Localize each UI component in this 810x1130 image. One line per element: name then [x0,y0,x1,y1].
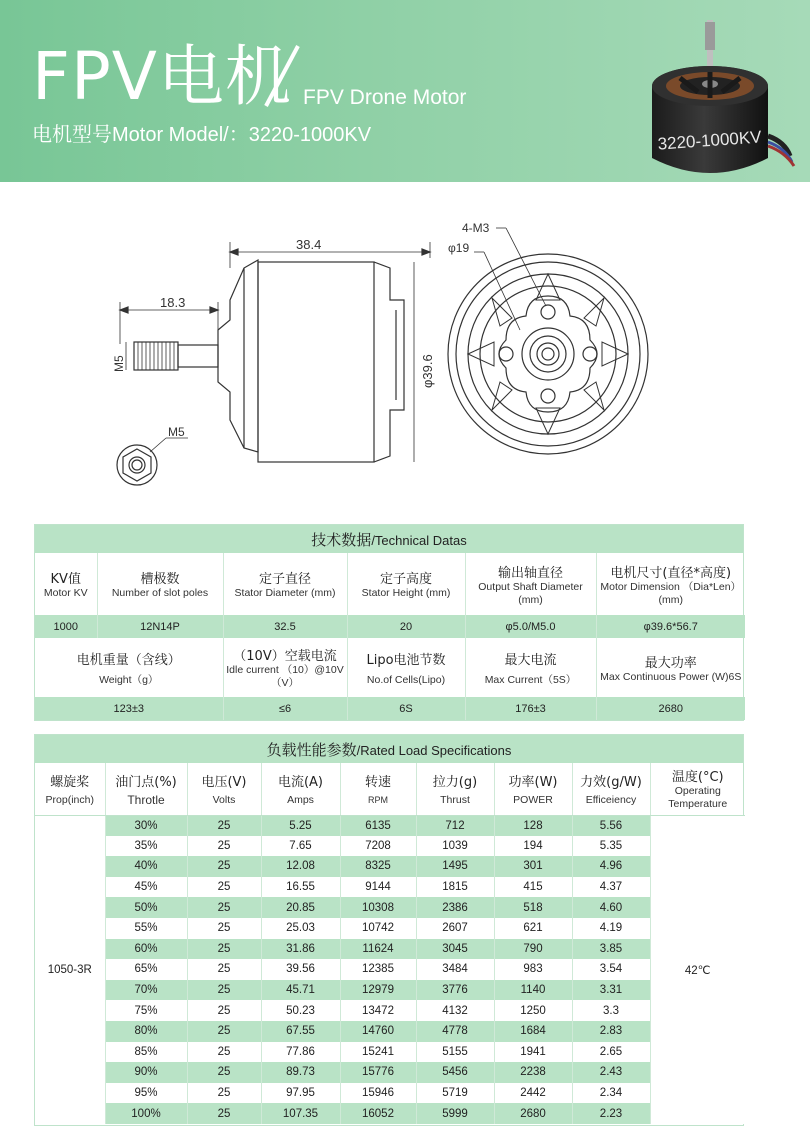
table-cell: 55% [105,918,187,939]
table-cell: 2.65 [599,1045,623,1058]
table-cell: 3.85 [572,939,650,960]
tech-header-row-1 [35,553,745,615]
table-cell: 100% [105,1103,187,1124]
table-cell: 20.85 [261,897,340,918]
table-cell: 12979 [340,980,416,1001]
table-row [35,836,745,857]
technical-data-title [35,525,743,553]
tech-header-cell: 最大功率 Max Continuous Power (W)6S [600,655,742,683]
load-header-cell: 转速 RPM [340,763,416,815]
table-row [35,897,745,918]
table-cell: 1250 [494,1000,572,1021]
table-cell: 25 [187,815,261,836]
technical-drawing [0,195,810,515]
table-cell: 50% [105,897,187,918]
tech-header-cell: 输出轴直径 Output Shaft Diameter (mm) [465,553,596,615]
table-cell: 45.71 [261,980,340,1001]
tech-header-cell: 定子高度 Stator Height (mm) [347,553,465,615]
table-row [35,980,745,1001]
table-cell: 983 [494,959,572,980]
dim-holes-label: 4-M3 [462,221,490,235]
motor-model-line: 电机型号Motor Model/：3220-1000KV [32,124,372,146]
motor-photo-label: 3220-1000KV [657,127,763,154]
tech-header-cell: 电机重量（含线） Weight（g） [35,638,223,697]
table-cell: 2238 [494,1062,572,1083]
tech-header-cell: 电机尺寸(直径*高度) Motor Dimension （Dia*Len）(mm) [600,565,742,606]
table-cell: 3.54 [599,963,623,976]
table-cell: 31.86 [261,939,340,960]
table-cell: 5719 [416,1083,494,1104]
table-cell: 4.96 [572,856,650,877]
dim-length-label: 38.4 [296,237,322,252]
tech-header-cell: KV值 Motor KV [35,553,97,615]
side-view [112,237,435,485]
table-cell: 1941 [494,1042,572,1063]
table-cell: 7.65 [261,836,340,857]
page-title: FPV电机 [32,38,292,115]
table-cell: 10742 [340,918,416,939]
table-cell: 16.55 [261,877,340,898]
table-cell: 5.56 [572,815,650,836]
table-cell: 3.3 [603,1004,619,1017]
table-row [35,1042,745,1063]
load-header-cell: 温度(°C) Operating Temperature [650,763,745,815]
load-header-cell: 功率(W) POWER [494,763,572,815]
load-spec-title-cn: 负载性能参数 [266,741,357,759]
tech-value-cell: φ39.6*56.7 [596,615,745,638]
table-cell: 5456 [416,1062,494,1083]
load-header-cell: 电流(A) Amps [261,763,340,815]
table-cell: 194 [494,836,572,857]
table-cell: 16052 [340,1103,416,1124]
tech-header-cell: 槽极数 Number of slot poles [97,553,223,615]
table-cell: 1684 [494,1021,572,1042]
table-cell: 80% [105,1021,187,1042]
table-row [35,959,745,980]
dim-shaft-label: 18.3 [160,295,186,310]
table-cell: 128 [494,815,572,836]
table-cell: 25 [187,980,261,1001]
tech-value-cell: 32.5 [223,615,347,638]
table-cell: 67.55 [261,1021,340,1042]
table-cell: 107.35 [261,1103,340,1124]
table-cell: 40% [105,856,187,877]
tech-value-cell: 123±3 [35,697,223,720]
tech-value-cell: 12N14P [97,615,223,638]
tech-value-cell: 20 [347,615,465,638]
table-cell: 621 [494,918,572,939]
table-cell: 35% [105,836,187,857]
dim-thread-label: M5 [112,355,126,372]
table-row [35,1062,745,1083]
table-cell: 5155 [416,1042,494,1063]
table-cell: 60% [105,939,187,960]
table-cell: 14760 [340,1021,416,1042]
tech-header-cell: 定子直径 Stator Diameter (mm) [223,553,347,615]
table-row [35,939,745,960]
tech-value-row-1 [35,615,745,638]
table-cell: 8325 [340,856,416,877]
load-header-row [35,763,745,815]
table-cell: 25 [187,877,261,898]
table-cell: 25 [187,1000,261,1021]
table-cell: 301 [494,856,572,877]
operating-temperature-cell: 42℃ [650,815,745,1124]
table-cell: 25 [187,1083,261,1104]
load-header-cell: 电压(V) Volts [187,763,261,815]
dim-diameter-label: φ39.6 [420,354,435,388]
table-cell: 25 [187,836,261,857]
load-header-cell: 螺旋桨 Prop(inch) [35,763,105,815]
title-slash-decoration [262,44,300,108]
table-cell: 25.03 [261,918,340,939]
table-cell: 3484 [416,959,494,980]
table-cell: 3.31 [572,980,650,1001]
header-banner [0,0,810,182]
table-cell: 4.37 [599,881,623,894]
table-cell: 25 [187,939,261,960]
table-cell: 2.83 [572,1021,650,1042]
page-subtitle: FPV Drone Motor [303,86,467,109]
dim-nut-label: M5 [168,425,185,439]
table-cell: 2.34 [599,1087,623,1100]
table-cell: 30% [105,815,187,836]
table-cell: 2386 [416,897,494,918]
table-cell: 4.60 [572,897,650,918]
tech-header-cell: （10V）空载电流 Idle current （10）@10V（V） [223,638,347,697]
tech-value-cell: 176±3 [465,697,596,720]
table-cell: 2607 [416,918,494,939]
technical-data-table [34,524,744,721]
table-cell: 97.95 [261,1083,340,1104]
table-row [35,815,745,836]
tech-value-cell: 1000 [35,615,97,638]
technical-data-title-en: /Technical Datas [371,533,467,548]
table-cell: 25 [187,897,261,918]
table-cell: 1140 [494,980,572,1001]
tech-value-row-2 [35,697,745,720]
load-spec-title [35,735,743,763]
table-cell: 790 [494,939,572,960]
table-cell: 12385 [340,959,416,980]
load-header-cell: 拉力(g) Thrust [416,763,494,815]
table-cell: 85% [105,1042,187,1063]
table-cell: 13472 [340,1000,416,1021]
table-cell: 4778 [416,1021,494,1042]
motor-product-image [640,16,810,182]
table-cell: 1039 [416,836,494,857]
table-cell: 7208 [340,836,416,857]
table-cell: 75% [105,1000,187,1021]
table-cell: 15241 [340,1042,416,1063]
dim-pcd-label: φ19 [448,241,470,255]
table-cell: 25 [187,918,261,939]
table-cell: 712 [416,815,494,836]
table-row [35,918,745,939]
table-cell: 9144 [340,877,416,898]
table-cell: 25 [187,1103,261,1124]
table-cell: 77.86 [261,1042,340,1063]
load-header-cell: 力效(g/W) Efficeiency [572,763,650,815]
table-cell: 65% [105,959,187,980]
table-cell: 3045 [416,939,494,960]
table-cell: 1815 [416,877,494,898]
table-cell: 2.23 [572,1103,650,1124]
table-cell: 11624 [340,939,416,960]
table-cell: 518 [494,897,572,918]
table-row [35,1103,745,1124]
table-cell: 3776 [416,980,494,1001]
table-cell: 50.23 [261,1000,340,1021]
front-view [448,221,648,454]
table-row [35,1000,745,1021]
tech-header-cell: 最大电流 Max Current（5S） [465,638,596,697]
load-spec-table [34,734,744,1126]
tech-header-row-2 [35,638,745,697]
table-cell: 15946 [340,1083,416,1104]
tech-value-cell: φ5.0/M5.0 [465,615,596,638]
table-cell: 10308 [340,897,416,918]
load-spec-title-en: /Rated Load Specifications [356,743,512,758]
table-cell: 4.19 [599,922,623,935]
table-cell: 2.43 [572,1062,650,1083]
table-cell: 70% [105,980,187,1001]
tech-value-cell: 6S [347,697,465,720]
table-row [35,1083,745,1104]
table-cell: 39.56 [261,959,340,980]
table-cell: 2680 [494,1103,572,1124]
table-cell: 415 [494,877,572,898]
table-cell: 5.35 [599,839,623,852]
table-cell: 5999 [416,1103,494,1124]
prop-size-cell: 1050-3R [35,815,105,1124]
table-cell: 12.08 [261,856,340,877]
table-cell: 25 [187,1021,261,1042]
load-header-cell: 油门点(%) Throtle [105,763,187,815]
table-cell: 45% [105,877,187,898]
table-cell: 1495 [416,856,494,877]
table-row [35,856,745,877]
table-cell: 95% [105,1083,187,1104]
table-cell: 5.25 [261,815,340,836]
table-row [35,1021,745,1042]
table-cell: 6135 [340,815,416,836]
table-cell: 15776 [340,1062,416,1083]
table-cell: 90% [105,1062,187,1083]
table-row [35,877,745,898]
tech-header-cell: Lipo电池节数 No.of Cells(Lipo) [347,638,465,697]
table-cell: 89.73 [261,1062,340,1083]
table-cell: 25 [187,1042,261,1063]
table-cell: 2442 [494,1083,572,1104]
technical-data-title-cn: 技术数据 [311,531,372,549]
tech-value-cell: ≤6 [223,697,347,720]
table-cell: 4132 [416,1000,494,1021]
table-cell: 25 [187,1062,261,1083]
table-cell: 25 [187,856,261,877]
table-cell: 25 [187,959,261,980]
tech-value-cell: 2680 [596,697,745,720]
